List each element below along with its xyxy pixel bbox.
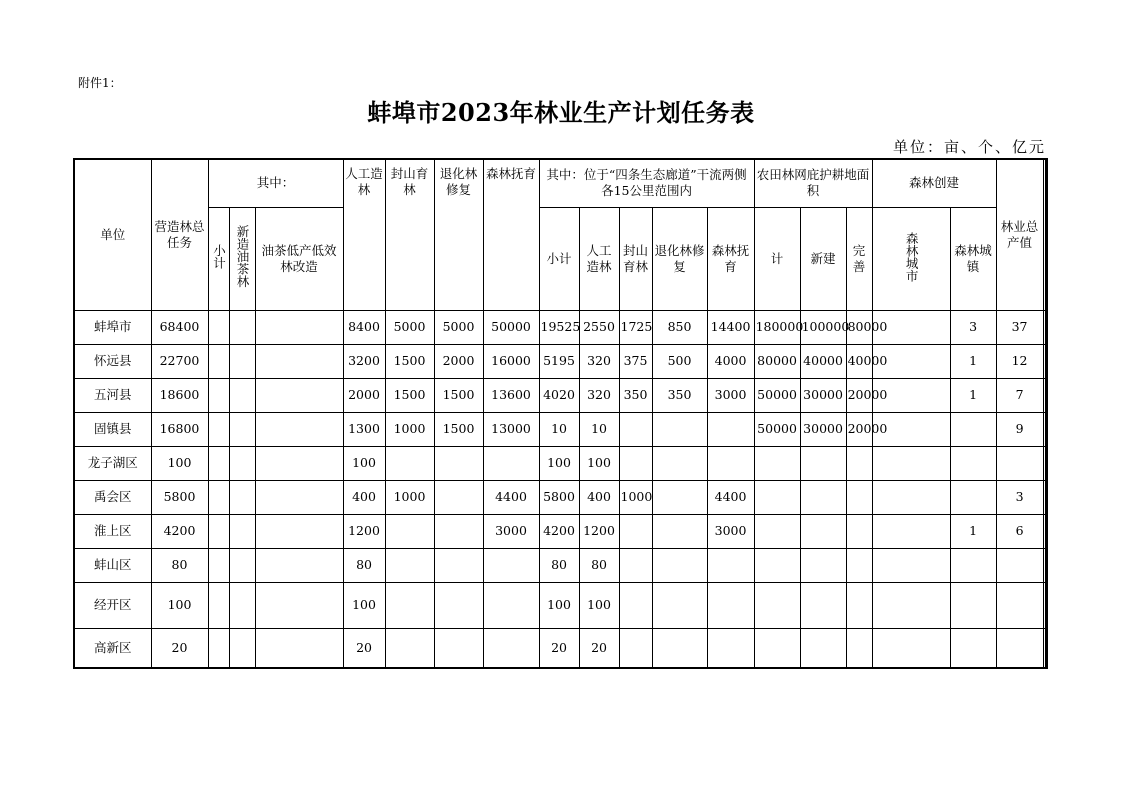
table-cell: 1000 [385, 412, 434, 446]
table-cell [208, 446, 229, 480]
table-cell [619, 446, 652, 480]
table-body [74, 310, 1047, 668]
table-cell: 22700 [151, 344, 208, 378]
table-cell: 5000 [385, 310, 434, 344]
header-total-task: 营造林总任务 [151, 159, 208, 310]
table-cell [208, 378, 229, 412]
table-cell [872, 480, 950, 514]
table-cell [255, 412, 343, 446]
row-unit-name: 高新区 [74, 628, 151, 668]
table-cell [754, 446, 800, 480]
table-cell [707, 582, 754, 628]
table-cell: 9 [996, 412, 1043, 446]
table-cell: 30000 [800, 412, 846, 446]
row-unit-name: 固镇县 [74, 412, 151, 446]
table-cell [483, 548, 539, 582]
table-cell [754, 628, 800, 668]
table-cell [950, 480, 996, 514]
table-cell [229, 344, 255, 378]
row-unit-name: 蚌山区 [74, 548, 151, 582]
header-new-oil-tea: 新造油茶林 [235, 225, 250, 288]
table-cell: 80000 [846, 310, 872, 344]
table-cell [754, 480, 800, 514]
table-cell: 4000 [707, 344, 754, 378]
table-cell: 100 [343, 582, 385, 628]
table-cell [652, 412, 707, 446]
table-cell: 80 [579, 548, 619, 582]
table-cell: 400 [343, 480, 385, 514]
header-closure: 封山育林 [385, 159, 434, 310]
row-unit-name: 蚌埠市 [74, 310, 151, 344]
table-row [74, 628, 1047, 668]
table-cell: 50000 [754, 378, 800, 412]
table-cell [950, 582, 996, 628]
table-cell: 37 [996, 310, 1043, 344]
table-cell [483, 628, 539, 668]
row-unit-name: 禹会区 [74, 480, 151, 514]
table-cell: 3 [996, 480, 1043, 514]
table-cell [208, 514, 229, 548]
table-cell [208, 344, 229, 378]
table-cell: 19525 [539, 310, 579, 344]
table-cell [255, 628, 343, 668]
table-cell [483, 582, 539, 628]
table-cell [619, 548, 652, 582]
table-cell [800, 628, 846, 668]
table-cell [255, 480, 343, 514]
header-tending: 森林抚育 [483, 159, 539, 310]
table-cell: 400 [579, 480, 619, 514]
table-cell [208, 582, 229, 628]
table-cell: 100 [579, 582, 619, 628]
table-cell: 5800 [539, 480, 579, 514]
table-cell [385, 628, 434, 668]
table-cell [385, 548, 434, 582]
table-cell [846, 582, 872, 628]
row-unit-name: 经开区 [74, 582, 151, 628]
row-unit-name: 五河县 [74, 378, 151, 412]
table-cell [800, 514, 846, 548]
table-cell [434, 480, 483, 514]
table-cell [255, 344, 343, 378]
table-cell [1045, 514, 1047, 548]
table-cell [229, 446, 255, 480]
table-cell: 1 [950, 344, 996, 378]
table-cell [872, 628, 950, 668]
page-title: 蚌埠市2023年林业生产计划任务表 [367, 98, 755, 127]
table-cell: 1725 [619, 310, 652, 344]
table-cell: 3 [950, 310, 996, 344]
table-cell: 100000 [800, 310, 846, 344]
table-cell: 13600 [483, 378, 539, 412]
table-cell: 13000 [483, 412, 539, 446]
table-cell [619, 628, 652, 668]
table-cell: 3000 [707, 378, 754, 412]
table-cell [255, 310, 343, 344]
table-cell: 20 [579, 628, 619, 668]
table-cell: 20000 [846, 378, 872, 412]
table-row [74, 480, 1047, 514]
annex-label: 附件1： [78, 76, 122, 90]
table-cell: 5195 [539, 344, 579, 378]
row-unit-name: 龙子湖区 [74, 446, 151, 480]
table-cell [255, 514, 343, 548]
table-cell: 1500 [434, 378, 483, 412]
table-cell [385, 582, 434, 628]
table-cell [846, 628, 872, 668]
table-cell [950, 548, 996, 582]
header-degraded: 退化林修复 [434, 159, 483, 310]
table-cell [229, 310, 255, 344]
table-cell: 7 [996, 378, 1043, 412]
table-cell: 850 [652, 310, 707, 344]
table-cell [707, 628, 754, 668]
table-cell: 50000 [483, 310, 539, 344]
table-cell: 350 [619, 378, 652, 412]
table-cell: 350 [652, 378, 707, 412]
table-cell [872, 446, 950, 480]
table-cell [872, 548, 950, 582]
table-cell [385, 446, 434, 480]
table-cell [800, 480, 846, 514]
table-cell: 10 [579, 412, 619, 446]
table-cell: 500 [652, 344, 707, 378]
table-cell: 12 [996, 344, 1043, 378]
table-cell [652, 582, 707, 628]
table-cell [707, 446, 754, 480]
table-cell [619, 582, 652, 628]
table-cell: 80000 [754, 344, 800, 378]
table-cell [950, 446, 996, 480]
header-among: 其中： [208, 159, 343, 207]
table-cell [229, 548, 255, 582]
table-cell [255, 446, 343, 480]
table-cell [434, 628, 483, 668]
table-cell: 100 [539, 446, 579, 480]
table-cell: 100 [343, 446, 385, 480]
table-cell: 10 [539, 412, 579, 446]
table-cell: 1 [950, 514, 996, 548]
table-cell [434, 446, 483, 480]
table-cell: 1500 [385, 378, 434, 412]
header-forest-town: 森林城镇 [950, 207, 996, 310]
table-cell [434, 582, 483, 628]
header-output: 林业总产值 [996, 159, 1043, 310]
header-subtotal-v: 小计 [211, 244, 227, 269]
table-row [74, 378, 1047, 412]
table-cell [208, 310, 229, 344]
table-cell: 80 [539, 548, 579, 582]
table-cell [950, 628, 996, 668]
table-cell [950, 412, 996, 446]
table-cell: 1200 [579, 514, 619, 548]
header-low-yield-oil-tea: 油茶低产低效林改造 [255, 207, 343, 310]
table-cell: 6 [996, 514, 1043, 548]
header-c-subtotal: 小计 [539, 207, 579, 310]
table-cell [754, 548, 800, 582]
table-cell: 4400 [707, 480, 754, 514]
table-cell [652, 548, 707, 582]
table-cell [996, 628, 1043, 668]
table-row [74, 548, 1047, 582]
table-cell: 4200 [539, 514, 579, 548]
table-row [74, 310, 1047, 344]
table-cell: 20 [151, 628, 208, 668]
header-c-artificial: 人工造林 [579, 207, 619, 310]
table-cell: 4400 [483, 480, 539, 514]
table-cell: 14400 [707, 310, 754, 344]
table-cell: 40000 [846, 344, 872, 378]
table-cell: 8400 [343, 310, 385, 344]
table-cell: 180000 [754, 310, 800, 344]
table-cell [1045, 628, 1047, 668]
table-cell [1045, 548, 1047, 582]
table-cell: 1500 [385, 344, 434, 378]
table-cell: 3200 [343, 344, 385, 378]
table-cell [846, 446, 872, 480]
table-cell: 16800 [151, 412, 208, 446]
forestry-plan-table [73, 158, 1048, 669]
table-cell [754, 582, 800, 628]
table-cell [754, 514, 800, 548]
table-cell [229, 480, 255, 514]
table-cell: 2000 [343, 378, 385, 412]
table-cell [707, 412, 754, 446]
table-cell [800, 548, 846, 582]
table-cell: 2000 [434, 344, 483, 378]
table-cell [229, 628, 255, 668]
table-cell: 20 [343, 628, 385, 668]
table-cell [996, 446, 1043, 480]
table-cell: 100 [151, 582, 208, 628]
table-cell [872, 514, 950, 548]
table-row [74, 582, 1047, 628]
table-cell [846, 480, 872, 514]
table-cell: 1000 [385, 480, 434, 514]
table-cell: 20 [539, 628, 579, 668]
row-unit-name: 怀远县 [74, 344, 151, 378]
table-cell [229, 378, 255, 412]
table-cell: 100 [579, 446, 619, 480]
table-cell: 1500 [434, 412, 483, 446]
table-cell [996, 582, 1043, 628]
table-cell [619, 514, 652, 548]
table-cell: 320 [579, 378, 619, 412]
table-cell: 4020 [539, 378, 579, 412]
header-forest-city: 森林城市 [904, 231, 920, 282]
table-cell: 30000 [800, 378, 846, 412]
table-cell: 16000 [483, 344, 539, 378]
table-cell [229, 412, 255, 446]
table-cell [229, 514, 255, 548]
table-cell [1045, 446, 1047, 480]
header-corridor: 其中：位于“四条生态廊道”干流两侧各15公里范围内 [539, 159, 754, 207]
table-cell [652, 480, 707, 514]
table-cell [1045, 412, 1047, 446]
table-cell [208, 480, 229, 514]
header-f-improve: 完善 [846, 207, 872, 310]
table-cell [800, 582, 846, 628]
header-forest-create: 森林创建 [872, 159, 996, 207]
table-cell: 3000 [483, 514, 539, 548]
table-cell [1045, 378, 1047, 412]
header-farmland: 农田林网庇护耕地面积 [754, 159, 872, 207]
table-cell: 1300 [343, 412, 385, 446]
table-cell [652, 514, 707, 548]
header-c-closure: 封山育林 [619, 207, 652, 310]
table-cell: 5000 [434, 310, 483, 344]
table-cell [434, 514, 483, 548]
table-cell: 50000 [754, 412, 800, 446]
table-cell [255, 582, 343, 628]
table-cell [208, 628, 229, 668]
table-cell [619, 412, 652, 446]
table-cell [229, 582, 255, 628]
table-cell [872, 582, 950, 628]
table-cell: 2550 [579, 310, 619, 344]
table-cell [652, 628, 707, 668]
header-unit: 单位 [74, 159, 151, 310]
table-cell [846, 514, 872, 548]
header-f-new: 新建 [800, 207, 846, 310]
table-cell: 100 [539, 582, 579, 628]
table-cell [996, 548, 1043, 582]
table-cell: 320 [579, 344, 619, 378]
table-row [74, 344, 1047, 378]
table-cell: 3000 [707, 514, 754, 548]
table-cell [1045, 310, 1047, 344]
unit-note: 单位：亩、个、亿元 [892, 138, 1046, 156]
table-cell [1045, 480, 1047, 514]
table-cell: 80 [151, 548, 208, 582]
table-cell [255, 548, 343, 582]
table-cell [652, 446, 707, 480]
row-unit-name: 淮上区 [74, 514, 151, 548]
header-forest-village [1045, 207, 1047, 310]
header-c-tending: 森林抚育 [707, 207, 754, 310]
table-cell: 40000 [800, 344, 846, 378]
table-cell: 5800 [151, 480, 208, 514]
header-f-total: 计 [754, 207, 800, 310]
table-cell [385, 514, 434, 548]
table-cell [483, 446, 539, 480]
table-cell: 18600 [151, 378, 208, 412]
table-cell [1045, 582, 1047, 628]
table-cell [846, 548, 872, 582]
table-row [74, 514, 1047, 548]
header-artificial: 人工造林 [343, 159, 385, 310]
table-row [74, 412, 1047, 446]
table-cell: 80 [343, 548, 385, 582]
table-cell [255, 378, 343, 412]
table-cell [208, 548, 229, 582]
table-row [74, 446, 1047, 480]
table-cell: 20000 [846, 412, 872, 446]
table-cell: 1200 [343, 514, 385, 548]
table-cell: 1 [950, 378, 996, 412]
table-cell: 68400 [151, 310, 208, 344]
table-cell [800, 446, 846, 480]
table-cell [434, 548, 483, 582]
header-c-degraded: 退化林修复 [652, 207, 707, 310]
table-cell: 375 [619, 344, 652, 378]
table-cell [1045, 344, 1047, 378]
table-cell [208, 412, 229, 446]
table-cell: 4200 [151, 514, 208, 548]
table-cell [707, 548, 754, 582]
table-cell: 100 [151, 446, 208, 480]
table-cell: 1000 [619, 480, 652, 514]
